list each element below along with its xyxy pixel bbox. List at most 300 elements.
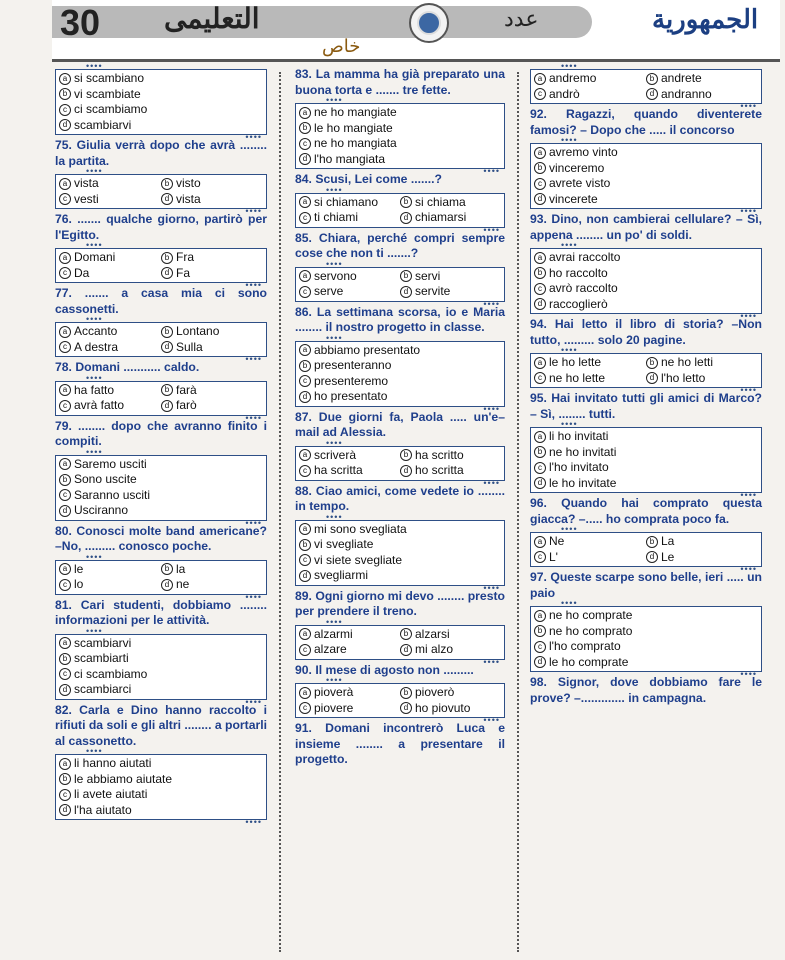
option-text: ha scritto <box>415 447 464 462</box>
option-letter: b <box>299 122 311 134</box>
option-row <box>299 136 501 152</box>
answer-option <box>59 250 161 266</box>
answer-options-box <box>55 248 267 283</box>
option-letter: c <box>299 286 311 298</box>
option-row <box>299 284 501 300</box>
option-letter: b <box>59 474 71 486</box>
question-text: 90. Il mese di agosto non ......... <box>295 662 474 677</box>
option-row <box>59 250 263 266</box>
option-letter: d <box>299 153 311 165</box>
answer-option <box>646 371 758 387</box>
option-row <box>534 297 758 313</box>
option-letter: •••• a <box>59 563 71 575</box>
question-text: 83. La mamma ha già preparato una buona torta e ....... tre fette. <box>295 67 505 97</box>
question-text: 84. Scusi, Lei come .......? <box>295 172 442 186</box>
answer-option <box>534 445 616 461</box>
option-letter: •••• a <box>299 270 311 282</box>
option-text: ne ho comprato <box>549 623 633 638</box>
answer-option <box>646 87 758 103</box>
answer-option <box>161 562 263 578</box>
option-letter: •••• a <box>59 384 71 396</box>
option-text: vi siete svegliate <box>314 552 403 567</box>
answer-option <box>400 463 501 479</box>
answer-option <box>299 105 397 121</box>
option-letter: c <box>534 372 546 384</box>
option-letter: c <box>299 644 311 656</box>
answer-options-box <box>55 455 267 521</box>
option-text: pioverò <box>415 685 455 699</box>
option-row <box>299 195 501 211</box>
answer-option <box>400 642 501 658</box>
option-text: ci scambiamo <box>74 102 148 116</box>
option-text: raccoglierò <box>549 296 608 311</box>
option-letter: b <box>161 178 173 190</box>
option-letter: b <box>59 88 71 100</box>
option-text: l'ho mangiata <box>314 151 386 166</box>
option-row <box>299 522 501 538</box>
question-text: 98. Signor, dove dobbiamo fare le prove? –............. in campagna. <box>530 675 762 705</box>
question-text: 91. Domani incontrerò Luca e insieme ........ a presentare il progetto. <box>295 721 505 766</box>
option-letter: b <box>299 539 311 551</box>
option-text: andranno <box>661 86 712 101</box>
answer-options-box <box>295 683 505 718</box>
option-text: Domani <box>74 250 116 264</box>
option-row <box>59 488 263 504</box>
option-row <box>534 534 758 550</box>
column-divider <box>279 72 281 952</box>
option-letter: b <box>161 326 173 338</box>
option-row <box>59 457 263 473</box>
option-letter: d <box>400 465 412 477</box>
answer-option <box>400 448 501 464</box>
option-text: avrete visto <box>549 176 611 190</box>
option-row <box>299 642 501 658</box>
option-text: li ho invitati <box>549 429 609 443</box>
option-row <box>534 355 758 371</box>
answer-option <box>400 701 501 717</box>
option-letter: d <box>59 119 71 131</box>
option-letter: d <box>400 644 412 656</box>
option-letter: c <box>534 178 546 190</box>
option-letter: •••• a <box>534 252 546 264</box>
option-letter: •••• a <box>299 628 311 640</box>
option-row <box>59 577 263 593</box>
answer-option <box>59 682 131 698</box>
option-row <box>59 667 263 683</box>
option-letter: c <box>299 554 311 566</box>
option-letter: •••• a <box>59 326 71 338</box>
option-letter: •••• a <box>299 107 311 119</box>
answer-option <box>161 324 263 340</box>
option-text: Da <box>74 265 90 280</box>
answer-option <box>534 460 609 476</box>
question-text: 76. ....... qualche giorno, partirò per l'Egitto. <box>55 212 267 242</box>
option-text: le ho invitate <box>549 475 617 490</box>
option-row <box>299 269 501 285</box>
answer-option <box>534 145 618 161</box>
option-text: Ne <box>549 534 565 548</box>
option-row <box>59 562 263 578</box>
question-text: 77. ....... a casa mia ci sono cassonetti. <box>55 286 267 316</box>
answer-option <box>534 297 608 313</box>
option-row <box>59 756 263 772</box>
option-text: ho raccolto <box>549 265 608 280</box>
option-row <box>299 685 501 701</box>
option-text: l'ha aiutato <box>74 802 132 817</box>
option-text: Saranno usciti <box>74 487 151 502</box>
option-row <box>299 343 501 359</box>
option-text: vincerete <box>549 191 598 206</box>
option-letter: b <box>59 653 71 665</box>
answer-options-box <box>295 193 505 228</box>
answer-option <box>59 192 161 208</box>
option-text: abbiamo presentato <box>314 342 421 357</box>
answer-option <box>534 87 646 103</box>
answer-option <box>534 655 628 671</box>
question-text: 97. Queste scarpe sono belle, ieri ..... un paio <box>530 570 762 600</box>
option-letter: b <box>400 196 412 208</box>
option-letter: d <box>59 505 71 517</box>
answer-option <box>299 537 373 553</box>
answer-option <box>299 121 393 137</box>
option-text: mi alzo <box>415 642 454 656</box>
option-text: ti chiami <box>314 210 359 224</box>
option-row <box>59 803 263 819</box>
option-text: scambiarvi <box>74 635 132 650</box>
answer-option <box>59 772 172 788</box>
option-row <box>534 87 758 103</box>
answer-option <box>534 250 620 266</box>
option-letter: •••• a <box>534 147 546 159</box>
option-text: Lontano <box>176 324 220 338</box>
option-text: visto <box>176 176 201 190</box>
option-row <box>299 627 501 643</box>
answer-option <box>534 429 608 445</box>
option-text: avrà fatto <box>74 398 125 412</box>
option-text: l'ho letto <box>661 370 706 385</box>
option-row <box>59 383 263 399</box>
option-text: Saremo usciti <box>74 456 147 471</box>
answer-options-box <box>55 634 267 700</box>
answer-options-box <box>530 69 762 104</box>
option-letter: •••• a <box>59 178 71 190</box>
option-row <box>534 266 758 282</box>
answer-option <box>400 627 501 643</box>
answer-option <box>646 71 758 87</box>
option-row <box>299 105 501 121</box>
question-text: 95. Hai invitato tutti gli amici di Marco? – Sì, ........ tutti. <box>530 391 762 421</box>
option-row <box>59 266 263 282</box>
answer-option <box>534 192 598 208</box>
option-letter: c <box>534 551 546 563</box>
option-letter: •••• a <box>59 73 71 85</box>
option-row <box>534 429 758 445</box>
question-text: 89. Ogni giorno mi devo ........ presto per prendere il treno. <box>295 588 505 618</box>
question-text: 79. ........ dopo che avranno finito i compiti. <box>55 418 267 448</box>
option-letter: d <box>161 400 173 412</box>
answer-option <box>299 701 400 717</box>
answer-option <box>534 266 608 282</box>
option-text: avrò raccolto <box>549 281 618 295</box>
option-text: La <box>661 534 675 548</box>
option-row <box>534 192 758 208</box>
answer-option <box>299 389 387 405</box>
option-row <box>534 460 758 476</box>
option-letter: c <box>59 489 71 501</box>
question-text: 93. Dino, non cambierai cellulare? – Sì, appena ........ un po' di soldi. <box>530 212 762 242</box>
answer-options-box <box>295 341 505 407</box>
option-letter: d <box>646 551 658 563</box>
option-text: vista <box>176 191 201 206</box>
option-row <box>59 118 263 134</box>
option-row <box>534 655 758 671</box>
option-text: scambiarci <box>74 682 132 696</box>
option-row <box>59 102 263 118</box>
option-text: A destra <box>74 339 119 354</box>
answer-option <box>299 522 407 538</box>
option-text: si chiama <box>415 194 466 209</box>
answer-option <box>59 803 132 819</box>
answer-options-box <box>295 267 505 302</box>
answer-option <box>534 534 646 550</box>
answer-option <box>534 71 646 87</box>
answer-option <box>534 608 632 624</box>
option-row <box>534 145 758 161</box>
option-letter: d <box>534 477 546 489</box>
answer-option <box>299 374 388 390</box>
answer-option <box>400 269 501 285</box>
question-text: 87. Due giorni fa, Paola ..... un'e–mail ad Alessia. <box>295 409 505 439</box>
answer-option <box>59 503 128 519</box>
option-text: li hanno aiutati <box>74 756 152 770</box>
option-letter: c <box>59 267 71 279</box>
option-text: scambiarti <box>74 651 129 665</box>
option-text: Fa <box>176 265 191 280</box>
answer-option <box>299 627 400 643</box>
option-row <box>59 176 263 192</box>
option-letter: d <box>59 684 71 696</box>
option-letter: b <box>299 360 311 372</box>
option-text: Fra <box>176 250 194 264</box>
option-row <box>59 682 263 698</box>
option-letter: c <box>299 138 311 150</box>
answer-option <box>59 266 161 282</box>
answer-option <box>299 343 420 359</box>
answer-option <box>59 87 141 103</box>
option-text: ne ho mangiata <box>314 136 397 150</box>
option-letter: •••• a <box>59 252 71 264</box>
answer-option <box>299 269 400 285</box>
answer-option <box>161 340 263 356</box>
option-letter: b <box>534 267 546 279</box>
answer-option <box>534 550 646 566</box>
answer-option <box>299 284 400 300</box>
option-text: alzarsi <box>415 626 450 641</box>
option-text: chiamarsi <box>415 210 467 224</box>
option-row <box>534 281 758 297</box>
option-text: alzarmi <box>314 626 353 641</box>
option-row <box>299 374 501 390</box>
answer-option <box>161 250 263 266</box>
option-text: ho scritta <box>415 463 464 477</box>
answer-option <box>299 568 368 584</box>
option-letter: •••• a <box>534 357 546 369</box>
question-text: 88. Ciao amici, come vedete io ........ in tempo. <box>295 483 505 513</box>
option-row <box>534 445 758 461</box>
option-letter: d <box>161 267 173 279</box>
option-row <box>534 476 758 492</box>
answer-option <box>534 371 646 387</box>
option-text: ho presentato <box>314 389 388 403</box>
option-letter: b <box>646 536 658 548</box>
option-text: le abbiamo aiutate <box>74 771 173 786</box>
option-letter: •••• a <box>299 687 311 699</box>
option-letter: c <box>299 465 311 477</box>
option-letter: b <box>161 252 173 264</box>
answer-options-box <box>295 446 505 481</box>
option-letter: b <box>400 270 412 282</box>
answer-options-box <box>295 103 505 169</box>
option-row <box>534 624 758 640</box>
option-text: andrete <box>661 71 702 85</box>
special-label: خاص <box>322 36 361 56</box>
answer-options-box <box>55 174 267 209</box>
option-row <box>59 324 263 340</box>
answer-options-box <box>530 427 762 493</box>
option-letter: •••• a <box>534 610 546 622</box>
answer-option <box>400 284 501 300</box>
question-text: 85. Chiara, perché compri sempre cose che non ti .......? <box>295 230 505 260</box>
option-text: servi <box>415 268 441 283</box>
option-letter: d <box>299 391 311 403</box>
option-row <box>534 250 758 266</box>
answer-option <box>161 398 263 414</box>
answer-option <box>534 476 616 492</box>
option-row <box>59 472 263 488</box>
option-text: mi sono svegliata <box>314 521 407 536</box>
answer-option <box>400 210 501 226</box>
option-text: l'ho comprato <box>549 639 621 653</box>
option-text: servite <box>415 284 451 298</box>
option-letter: b <box>400 449 412 461</box>
option-text: le ho lette <box>549 355 602 369</box>
option-text: Usciranno <box>74 503 129 517</box>
option-text: avremo vinto <box>549 145 618 159</box>
option-letter: •••• a <box>534 536 546 548</box>
option-text: lo <box>74 577 84 591</box>
option-letter: b <box>161 563 173 575</box>
option-row <box>299 568 501 584</box>
answer-option <box>299 553 402 569</box>
exercise-columns <box>55 64 773 954</box>
answer-option <box>534 176 610 192</box>
option-letter: c <box>534 283 546 295</box>
option-row <box>59 503 263 519</box>
option-row <box>299 210 501 226</box>
answer-option <box>299 463 400 479</box>
option-letter: •••• a <box>299 344 311 356</box>
answer-option <box>161 577 263 593</box>
issue-label: عدد <box>504 6 539 31</box>
answer-options-box <box>530 248 762 314</box>
ministry-seal-icon <box>370 0 488 46</box>
option-text: l'ho invitato <box>549 460 609 474</box>
option-row <box>534 608 758 624</box>
page-header <box>52 0 780 62</box>
option-letter: b <box>534 162 546 174</box>
option-letter: c <box>299 212 311 224</box>
option-letter: d <box>400 286 412 298</box>
answer-option <box>59 102 147 118</box>
answer-option <box>59 398 161 414</box>
option-letter: d <box>646 372 658 384</box>
answer-option <box>59 118 131 134</box>
answer-option <box>161 266 263 282</box>
option-row <box>299 553 501 569</box>
answer-options-box <box>55 754 267 820</box>
option-letter: c <box>59 104 71 116</box>
option-row <box>59 340 263 356</box>
option-text: ci scambiamo <box>74 666 148 681</box>
option-letter: d <box>400 212 412 224</box>
option-text: presenteremo <box>314 373 389 388</box>
answer-option <box>59 176 161 192</box>
option-letter: d <box>299 570 311 582</box>
answer-options-box <box>530 353 762 388</box>
option-letter: d <box>161 579 173 591</box>
option-letter: •••• a <box>59 637 71 649</box>
column-2 <box>295 64 505 954</box>
question-text: 86. La settimana scorsa, io e Maria ........ il nostro progetto in classe. <box>295 304 505 334</box>
section-title: التعليمى <box>164 3 260 34</box>
option-text: pioverà <box>314 685 354 699</box>
answer-option <box>59 340 161 356</box>
option-letter: b <box>161 384 173 396</box>
option-row <box>299 389 501 405</box>
answer-options-box <box>295 625 505 660</box>
answer-option <box>59 636 131 652</box>
answer-options-box <box>55 381 267 416</box>
answer-options-box <box>55 560 267 595</box>
option-letter: d <box>161 193 173 205</box>
option-row <box>299 448 501 464</box>
answer-option <box>646 534 758 550</box>
answer-option <box>299 358 391 374</box>
option-text: andrò <box>549 86 580 101</box>
option-letter: b <box>534 625 546 637</box>
option-text: si scambiano <box>74 71 145 85</box>
option-letter: •••• a <box>534 431 546 443</box>
answer-option <box>400 685 501 701</box>
option-text: servono <box>314 268 357 283</box>
option-letter: b <box>400 628 412 640</box>
answer-option <box>59 457 147 473</box>
page-number: 30 <box>60 2 101 43</box>
option-row <box>299 358 501 374</box>
option-row <box>299 537 501 553</box>
option-letter: c <box>534 88 546 100</box>
answer-option <box>646 355 758 371</box>
option-text: si chiamano <box>314 194 379 209</box>
answer-option <box>299 210 400 226</box>
answer-option <box>161 176 263 192</box>
option-row <box>299 701 501 717</box>
answer-options-box <box>55 69 267 135</box>
answer-options-box <box>295 520 505 586</box>
answer-option <box>534 639 621 655</box>
option-text: svegliarmi <box>314 568 369 582</box>
answer-option <box>161 192 263 208</box>
